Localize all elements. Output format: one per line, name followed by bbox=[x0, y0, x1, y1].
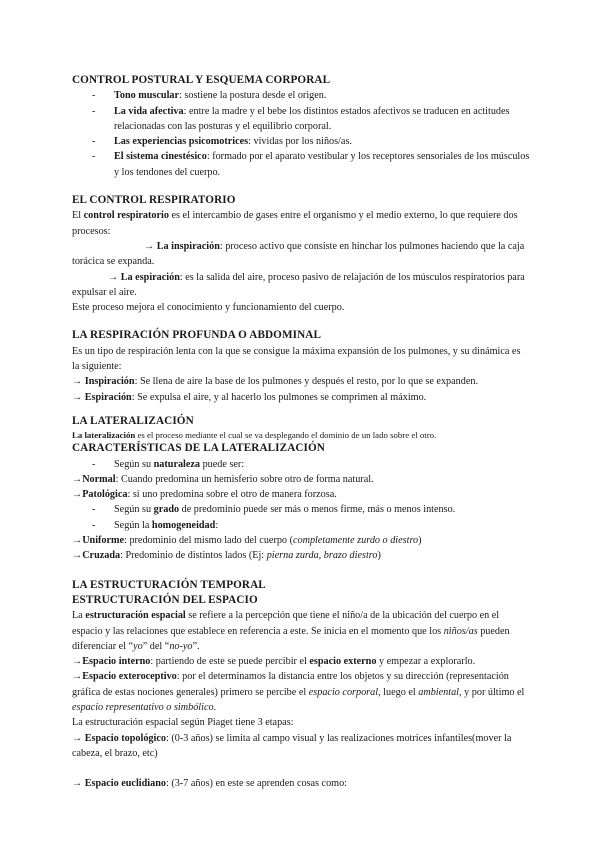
paragraph: La lateralización es el proceso mediante el cual se va desplegando el dominio de un lado sobre el otro. bbox=[72, 430, 437, 441]
paragraph: →Cruzada: Predominio de distintos lados (Ej: pierna zurda, brazo diestro) bbox=[72, 550, 381, 562]
paragraph: Este proceso mejora el conocimiento y funcionamiento del cuerpo. bbox=[72, 302, 345, 314]
section-respiracion-profunda bbox=[72, 328, 530, 404]
paragraph: →Patológica: si uno predomina sobre el otro de manera forzosa. bbox=[72, 489, 337, 501]
section-subtitle: CARACTERÍSTICAS DE LA LATERALIZACIÓN bbox=[72, 442, 325, 455]
section-control-respiratorio bbox=[72, 193, 530, 315]
paragraph: →Espacio interno: partiendo de este se puede percibir el espacio externo y empezar a explorarlo. bbox=[72, 656, 476, 668]
list-item: - La vida afectiva: entre la madre y el bebe los distintos estados afectivos se traducen en actitudes relacionadas con las posturas y el equilibrio corporal. bbox=[114, 104, 530, 135]
section-title: LA RESPIRACIÓN PROFUNDA O ABDOMINAL bbox=[72, 329, 322, 342]
section-title: LA LATERALIZACIÓN bbox=[72, 414, 194, 427]
section-subtitle: ESTRUCTURACIÓN DEL ESPACIO bbox=[72, 593, 258, 606]
paragraph: → La espiración: es la salida del aire, proceso pasivo de relajación de los músculos respiratorios para expulsar el aire. bbox=[72, 271, 525, 298]
paragraph: →Espacio exteroceptivo: por el determinamos la distancia entre los objetos y su dirección (representación gráfica de estas nociones generales) primero se percibe el espacio corporal, luego el ambiental, y por último el espacio representativo o simbólico. bbox=[72, 671, 525, 713]
section-title: EL CONTROL RESPIRATORIO bbox=[72, 194, 236, 207]
section-title: LA ESTRUCTURACIÓN TEMPORAL bbox=[72, 578, 266, 591]
paragraph: La estructuración espacial según Piaget tiene 3 etapas: bbox=[72, 717, 294, 729]
paragraph: → Espacio topológico: (0-3 años) se limita al campo visual y las realizaciones motrices infantiles(mover la cabeza, el brazo, etc) bbox=[72, 732, 512, 759]
paragraph: →Uniforme: predominio del mismo lado del cuerpo (completamente zurdo o diestro) bbox=[72, 535, 422, 547]
list-item: - Según su naturaleza puede ser: bbox=[114, 457, 530, 472]
section-lateralizacion bbox=[72, 414, 530, 564]
paragraph: → La inspiración: proceso activo que consiste en hinchar los pulmones haciendo que la caja torácica se expanda. bbox=[72, 240, 525, 268]
paragraph: → Espiración: Se expulsa el aire, y al hacerlo los pulmones se comprimen al máximo. bbox=[72, 391, 427, 403]
paragraph: Es un tipo de respiración lenta con la que se consigue la máxima expansión de los pulmones, y su dinámica es la siguiente: bbox=[72, 345, 521, 373]
list-item: - El sistema cinestésico: formado por el aparato vestibular y los receptores sensoriales de los músculos y los tendones del cuerpo. bbox=[114, 149, 530, 180]
list-item: - Según la homogeneidad: bbox=[114, 518, 530, 533]
list-item: - Las experiencias psicomotrices: vividas por los niños/as. bbox=[114, 134, 530, 149]
bullet-list bbox=[72, 502, 530, 533]
section-control-postural bbox=[72, 73, 530, 180]
list-item: - Tono muscular: sostiene la postura desde el origen. bbox=[114, 88, 530, 103]
paragraph: La estructuración espacial se refiere a la percepción que tiene el niño/a de la ubicación del cuerpo en el espacio y las relaciones que establece en referencia a este. Se inicia en el momento que los niños/as pueden diferenciar el “yo” del “no-yo”. bbox=[72, 610, 510, 652]
spacer bbox=[72, 761, 530, 776]
list-item: - Según su grado de predominio puede ser más o menos firme, más o menos intenso. bbox=[114, 502, 530, 517]
section-title: CONTROL POSTURAL Y ESQUEMA CORPORAL bbox=[72, 74, 331, 86]
paragraph: → Inspiración: Se llena de aire la base de los pulmones y después el resto, por lo que se expanden. bbox=[72, 376, 479, 388]
paragraph: → Espacio euclidiano: (3-7 años) en este se aprenden cosas como: bbox=[72, 778, 348, 790]
section-estructuracion bbox=[72, 578, 530, 792]
paragraph: →Normal: Cuando predomina un hemisferio sobre otro de forma natural. bbox=[72, 473, 374, 485]
paragraph: El control respiratorio es el intercambio de gases entre el organismo y el medio externo, lo que requiere dos procesos: bbox=[72, 210, 518, 237]
bullet-list bbox=[72, 88, 530, 180]
bullet-list bbox=[72, 457, 530, 472]
